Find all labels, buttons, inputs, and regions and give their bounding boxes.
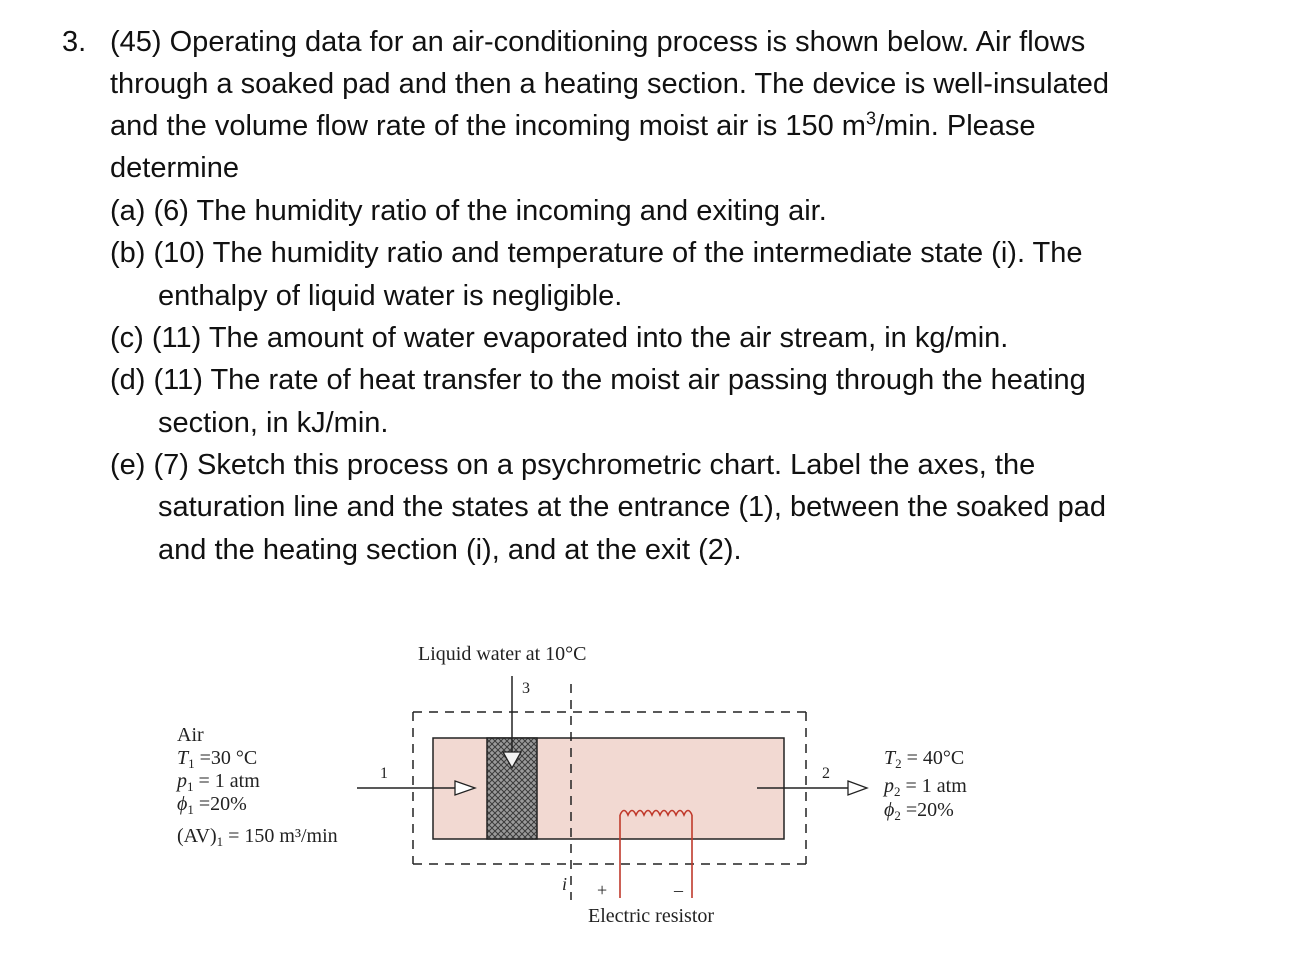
inlet-volume-flow: $(AV)_1 = 150$ m³/min: [177, 825, 338, 849]
part-c: (c) (11) The amount of water evaporated into the air stream, in kg/min.: [110, 322, 1009, 354]
superscript-3: 3: [865, 108, 876, 129]
state-i-label: i: [562, 874, 568, 894]
intro-line-3: and the volume flow rate of the incoming moist air is 150 $m^3/\min$. Please: [110, 108, 1036, 142]
part-b-line-1: (b) (10) The humidity ratio and temperature of the intermediate state (i). The: [110, 237, 1083, 269]
intro-line-1: (45) Operating data for an air-conditioning process is shown below. Air flows: [110, 26, 1086, 58]
outlet-relative-humidity: $\phi_2 =20\%$: [884, 799, 954, 823]
state-3-label: 3: [522, 680, 530, 697]
part-e-line-2: saturation line and the states at the entrance (1), between the soaked pad: [158, 491, 1106, 523]
outlet-temperature: $T_2 = 40^\circ C$: [884, 747, 965, 771]
inlet-air-label: Air: [177, 724, 204, 746]
minus-label: –: [674, 880, 683, 900]
duct: [433, 738, 784, 839]
problem-number: 3.: [62, 26, 87, 58]
part-b-line-2: enthalpy of liquid water is negligible.: [158, 280, 623, 312]
intro-line-2: through a soaked pad and then a heating section. The device is well-insulated: [110, 68, 1110, 100]
air-conditioning-diagram: [0, 600, 1293, 969]
plus-label: +: [597, 880, 608, 900]
part-e-line-3: and the heating section (i), and at the exit (2).: [158, 534, 742, 566]
inlet-temperature: $T_1 =30$ °C: [177, 747, 258, 771]
inlet-conditions: [175, 724, 338, 849]
outlet-conditions: [882, 747, 967, 823]
electric-resistor-label: Electric resistor: [588, 905, 715, 927]
inlet-relative-humidity: $\phi_1 =20\%$: [177, 793, 247, 817]
part-e-line-1: (e) (7) Sketch this process on a psychrometric chart. Label the axes, the: [110, 449, 1036, 481]
outlet-pressure: $p_2 = 1$ atm: [884, 775, 967, 799]
state-2-label: 2: [822, 765, 830, 782]
part-d-line-2: section, in kJ/min.: [158, 407, 389, 439]
liquid-water-label: Liquid water at 10°C: [418, 643, 587, 665]
intro-line-4: determine: [110, 152, 239, 184]
state-1-label: 1: [380, 765, 388, 782]
part-a: (a) (6) The humidity ratio of the incoming and exiting air.: [110, 195, 827, 227]
inlet-pressure: $p_1 = 1$ atm: [177, 770, 260, 794]
part-d-line-1: (d) (11) The rate of heat transfer to the moist air passing through the heating: [110, 364, 1086, 396]
air-outlet-arrow: [848, 781, 867, 795]
